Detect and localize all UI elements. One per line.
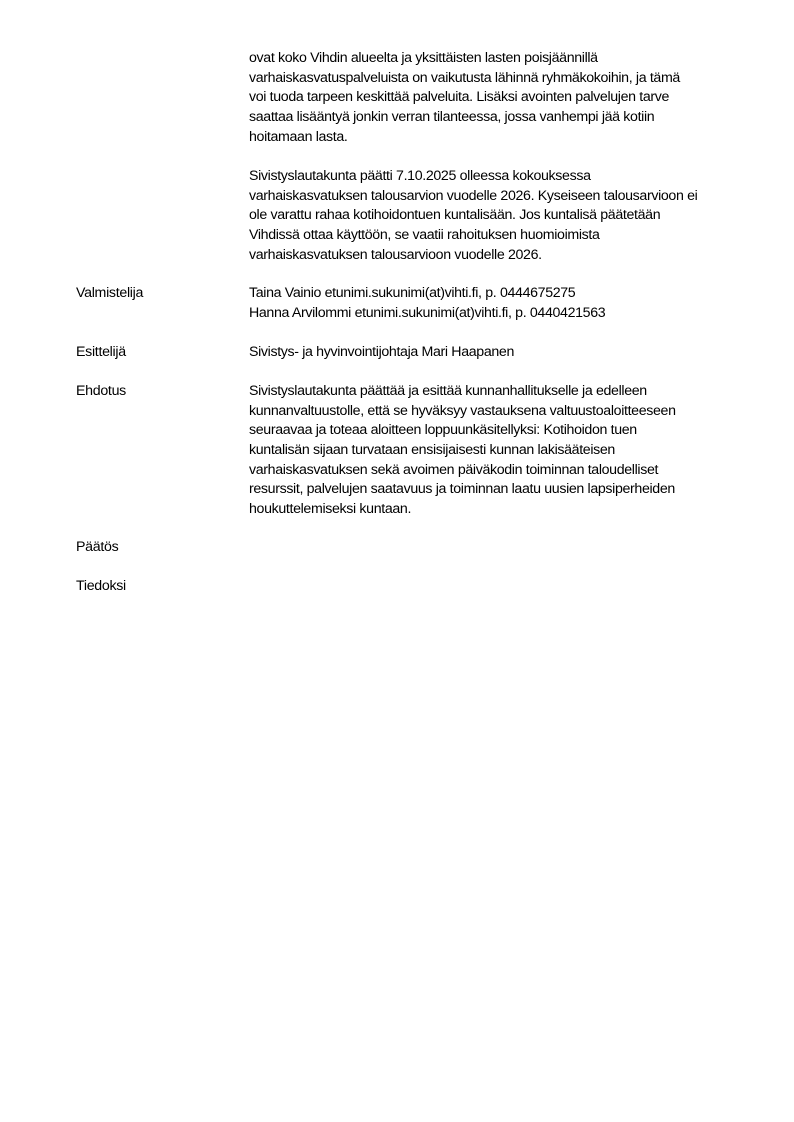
valmistelija-content [249,284,749,323]
paragraph-line: ole varattu rahaa kotihoidontuen kuntalisään. Jos kuntalisä päätetään [249,207,661,224]
tiedoksi-label: Tiedoksi [76,578,126,594]
budget-paragraph [249,167,749,265]
paragraph-line: varhaiskasvatuksen talousarvion vuodelle 2026. Kyseiseen talousarvioon ei [249,187,698,204]
proposal-line: kunnanvaltuustolle, että se hyväksyy vastauksena valtuustoaloitteeseen [249,402,676,419]
presenter-line: Sivistys- ja hyvinvointijohtaja Mari Haapanen [249,344,514,360]
proposal-line: varhaiskasvatuksen sekä avoimen päiväkodin toiminnan taloudelliset [249,461,659,478]
preparer-line: Taina Vainio etunimi.sukunimi(at)vihti.fi, p. 0444675275 [249,285,576,301]
paragraph-line: varhaiskasvatuksen talousarvioon vuodelle 2026. [249,246,542,263]
proposal-line: kuntalisän sijaan turvataan ensisijaisesti kunnan lakisääteisen [249,442,615,459]
proposal-line: resurssit, palvelujen saatavuus ja toiminnan laatu uusien lapsiperheiden [249,481,675,498]
paragraph-line: saattaa lisääntyä jonkin verran tilanteessa, jossa vanhempi jää kotiin [249,109,655,126]
ehdotus-content [249,382,749,520]
preparer-line: Hanna Arvilommi etunimi.sukunimi(at)vihti.fi, p. 0440421563 [249,304,606,321]
valmistelija-label: Valmistelija [76,285,144,301]
paragraph-line: hoitamaan lasta. [249,128,348,145]
paragraph-line: voi tuoda tarpeen keskittää palveluita. Lisäksi avointen palvelujen tarve [249,89,670,106]
proposal-line: Sivistyslautakunta päättää ja esittää kunnanhallitukselle ja edelleen [249,383,647,399]
paragraph-line: Sivistyslautakunta päätti 7.10.2025 olleessa kokouksessa [249,168,591,184]
proposal-line: houkuttelemiseksi kuntaan. [249,501,412,518]
ehdotus-label: Ehdotus [76,383,126,399]
paragraph-line: varhaiskasvatuspalveluista on vaikutusta lähinnä ryhmäkokoihin, ja tämä [249,69,680,86]
paragraph-line: ovat koko Vihdin alueelta ja yksittäisten lasten poisjäännillä [249,50,598,66]
paragraph-line: Vihdissä ottaa käyttöön, se vaatii rahoituksen huomioimista [249,227,600,244]
proposal-line: seuraavaa ja toteaa aloitteen loppuunkäsitellyksi: Kotihoidon tuen [249,422,637,439]
intro-paragraph [249,49,749,147]
esittelija-label: Esittelijä [76,344,126,360]
esittelija-content [249,343,749,363]
paatos-label: Päätös [76,539,119,555]
